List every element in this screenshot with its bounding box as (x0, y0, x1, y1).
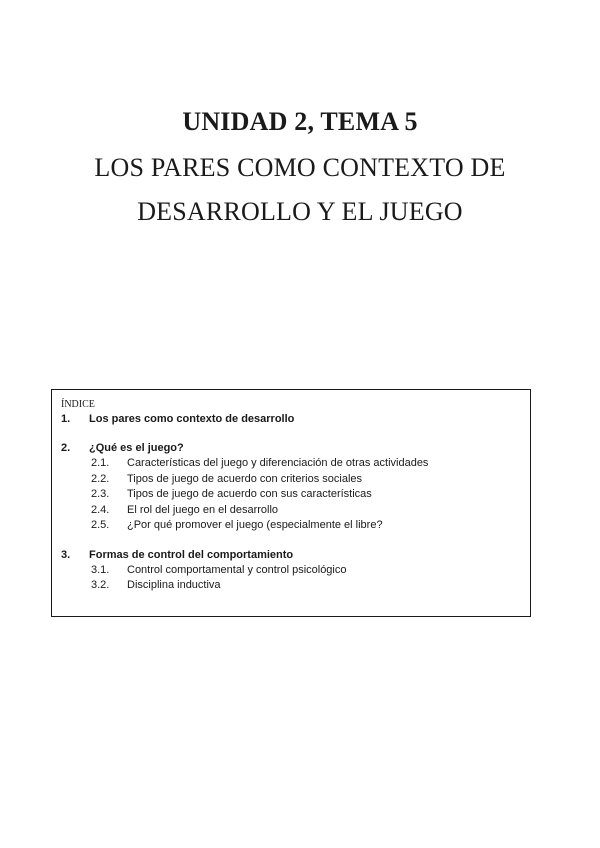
topic-title-line-1: LOS PARES COMO CONTEXTO DE (94, 153, 506, 182)
subsection-label: Características del juego y diferenciación de otras actividades (127, 457, 429, 469)
index-subsection (61, 563, 521, 579)
subsection-number: 2.2. (91, 472, 110, 485)
subsection-label: El rol del juego en el desarrollo (127, 503, 279, 516)
index-subsection (61, 578, 521, 594)
index-subsection (61, 456, 521, 472)
index-subsection (61, 472, 521, 488)
index-section-1 (61, 412, 521, 427)
section-label: Formas de control del comportamiento (89, 548, 294, 561)
section-label: ¿Qué es el juego? (89, 442, 184, 454)
unit-title: UNIDAD 2, TEMA 5 (182, 107, 418, 136)
index-box (51, 389, 531, 617)
index-subsection (61, 487, 521, 503)
subsection-label: ¿Por qué promover el juego (especialmente el libre? (127, 519, 383, 531)
index-subsection (61, 518, 521, 534)
index-subsection (61, 503, 521, 519)
subsection-number: 2.3. (91, 488, 110, 500)
subsection-number: 3.2. (91, 579, 110, 591)
subsection-number: 2.5. (91, 519, 110, 531)
subsection-label: Tipos de juego de acuerdo con sus características (127, 488, 372, 500)
subsection-number: 2.4. (91, 503, 110, 516)
index-section-3 (61, 548, 521, 563)
subsection-number: 3.1. (91, 563, 110, 576)
topic-title-line-2: DESARROLLO Y EL JUEGO (137, 197, 463, 226)
index-heading: ÍNDICE (61, 399, 95, 410)
section-number: 3. (61, 548, 71, 561)
subsection-label: Control comportamental y control psicológico (127, 563, 347, 576)
section-number: 1. (61, 413, 71, 425)
index-section-2 (61, 441, 521, 456)
section-label: Los pares como contexto de desarrollo (89, 413, 295, 425)
subsection-number: 2.1. (91, 457, 110, 469)
document-title (0, 104, 600, 232)
subsection-label: Disciplina inductiva (127, 579, 221, 591)
section-number: 2. (61, 442, 71, 454)
subsection-label: Tipos de juego de acuerdo con criterios sociales (127, 472, 363, 485)
